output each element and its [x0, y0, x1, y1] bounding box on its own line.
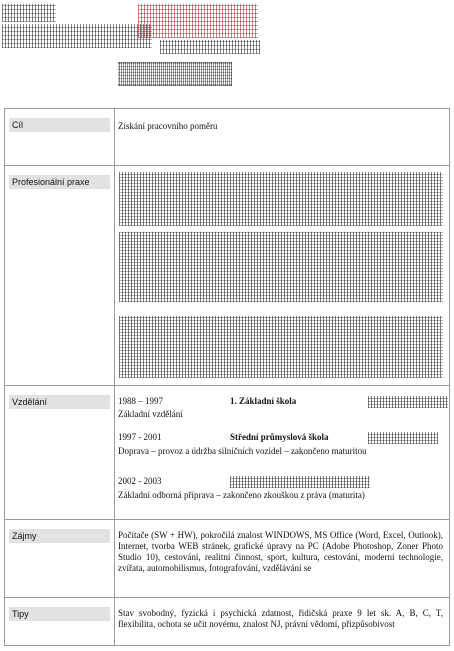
education-list: [118, 396, 443, 516]
education-school: Střední průmyslová škola: [230, 432, 329, 442]
redacted-contact-block: [138, 4, 258, 38]
education-detail-3: Základní odborná příprava – zakončeno zkouškou z práva (maturita): [118, 490, 365, 500]
interests-text: Počítače (SW + HW), pokročilá znalost WINDOWS, MS Office (Word, Excel, Outlook), Internet, tvorba WEB stránek, grafické úpravy na PC (Adobe Photoshop, Zoner Photo Studio 10), cestování, realitní činnost, sport, kultura, cestování, moderní technologie, zvířata, automobilismus, fotografování, vzdělávání se: [118, 530, 443, 573]
header-contact-block: [0, 0, 454, 100]
redacted-experience-block-3: [119, 316, 443, 378]
cv-table: [4, 108, 450, 646]
row-interests: [5, 519, 449, 597]
tips-text: Stav svobodný, fyzická i psychická zdatnost, řidičská praxe 9 let sk. A, B, C, T, flexibilita, ochota se učit novému, znalost NJ, právní vědomí, přizpůsobivost: [118, 608, 443, 629]
row-education: [5, 385, 449, 519]
redacted-name-block: [2, 4, 56, 22]
redacted-experience-block-1: [119, 172, 443, 226]
row-professional-experience: [5, 165, 449, 385]
label-tips: Tipy: [9, 607, 110, 621]
education-detail-1: Základní vzdělání: [118, 409, 183, 419]
education-detail-2: Doprava – provoz a údržba silničních vozidel – zakončeno maturitou: [118, 446, 367, 456]
education-years: 1988 – 1997: [118, 396, 163, 406]
redacted-education-school-3: [230, 476, 370, 488]
redacted-address-block: [2, 24, 152, 48]
education-years: 2002 - 2003: [118, 476, 162, 486]
label-professional-experience: Profesionální praxe: [9, 175, 110, 189]
label-interests: Zájmy: [9, 529, 110, 543]
row-goal: [5, 109, 449, 165]
label-goal: Cíl: [9, 118, 110, 132]
row-tips: [5, 597, 449, 645]
redacted-education-address-2: [368, 432, 438, 444]
education-school: 1. Základní škola: [230, 396, 297, 406]
education-years: 1997 - 2001: [118, 432, 162, 442]
redacted-education-address-1: [368, 396, 448, 408]
label-education: Vzdělání: [9, 395, 110, 409]
goal-text: Získání pracovního poměru: [118, 121, 218, 131]
redacted-detail-block: [160, 40, 260, 54]
redacted-experience-block-2: [119, 232, 443, 302]
redacted-document-title: [118, 62, 232, 86]
